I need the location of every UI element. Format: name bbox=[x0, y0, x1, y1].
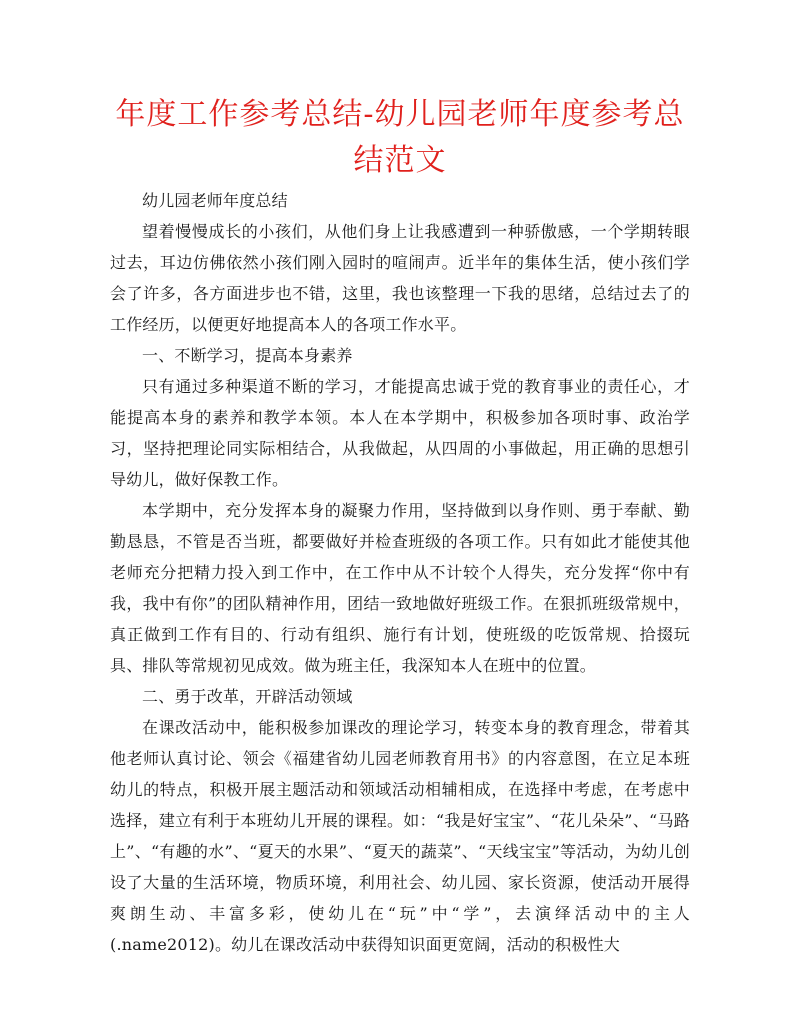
paragraph: 只有通过多种渠道不断的学习，才能提高忠诚于党的教育事业的责任心，才能提高本身的素养和教学本领。本人在本学期中，积极参加各项时事、政治学习，坚持把理论同实际相结合，从我做起，从四周的小事做起，用正确的思想引导幼儿，做好保教工作。 bbox=[110, 377, 690, 489]
section-heading: 二、勇于改革，开辟活动领域 bbox=[142, 687, 353, 706]
section-subtitle: 幼儿园老师年度总结 bbox=[142, 191, 288, 210]
document-body bbox=[110, 185, 690, 960]
paragraph: 本学期中，充分发挥本身的凝聚力作用，坚持做到以身作则、勇于奉献、勤勤恳恳，不管是否当班，都要做好并检查班级的各项工作。只有如此才能使其他老师充分把精力投入到工作中，在工作中从不计较个人得失，充分发挥“你中有我，我中有你”的团队精神作用，团结一致地做好班级工作。在狠抓班级常规中，真正做到工作有目的、行动有组织、施行有计划，使班级的吃饭常规、拾掇玩具、排队等常规初见成效。做为班主任，我深知本人在班中的位置。 bbox=[110, 501, 690, 675]
document-title: 年度工作参考总结-幼儿园老师年度参考总结范文 bbox=[115, 97, 685, 178]
section-heading: 一、不断学习，提高本身素养 bbox=[142, 346, 353, 365]
paragraph: 望着慢慢成长的小孩们，从他们身上让我感遭到一种骄傲感，一个学期转眼过去，耳边仿佛依然小孩们刚入园时的喧闹声。近半年的集体生活，使小孩们学会了许多，各方面进步也不错，这里，我也该整理一下我的思绪，总结过去了的工作经历，以便更好地提高本人的各项工作水平。 bbox=[110, 222, 690, 334]
paragraph: 在课改活动中，能积极参加课改的理论学习，转变本身的教育理念，带着其他老师认真讨论、领会《福建省幼儿园老师教育用书》的内容意图，在立足本班幼儿的特点，积极开展主题活动和领域活动相辅相成，在选择中考虑，在考虑中选择，建立有利于本班幼儿开展的课程。如：“我是好宝宝”、“花儿朵朵”、“马路上”、“有趣的水”、“夏天的水果”、“夏天的蔬菜”、“天线宝宝”等活动，为幼儿创设了大量的生活环境，物质环境，利用社会、幼儿园、家长资源，使活动开展得爽朗生动、丰富多彩，使幼儿在“玩”中“学”，去演绎活动中的主人(.name2012)。幼儿在课改活动中获得知识面更宽阔，活动的积极性大 bbox=[110, 718, 690, 954]
